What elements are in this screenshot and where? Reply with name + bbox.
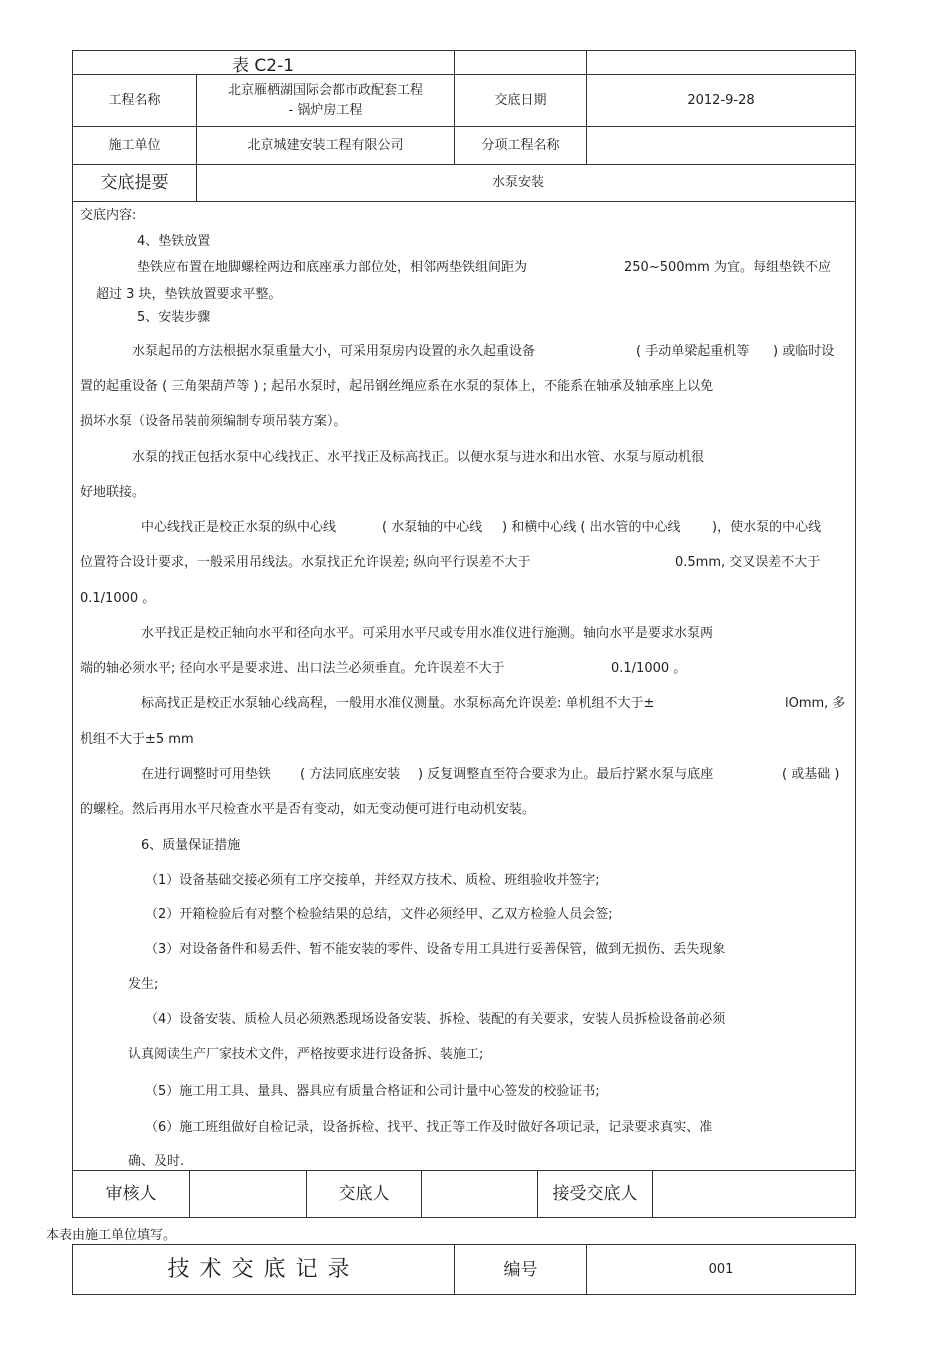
quality-item-2: （2）开箱检验后有对整个检验结果的总结，文件必须经甲、乙双方检验人员会签; [145, 907, 613, 922]
p4-l1: 水平找正是校正轴向水平和径向水平。可采用水平尺或专用水准仪进行施测。轴向水平是要求水泵两 [141, 626, 714, 641]
p3-l1b: ( 水泵轴的中心线 [382, 520, 483, 535]
p5-l1a: 标高找正是校正水泵轴心线高程，一般用水准仪测量。水泵标高允许误差: 单机组不大于± [141, 696, 655, 711]
receiver-field[interactable] [653, 1171, 855, 1217]
p3-l1a: 中心线找正是校正水泵的纵中心线 [141, 520, 337, 535]
reviewer-label: 审核人 [105, 1184, 157, 1204]
p4-l2a: 端的轴必须水平; 径向水平是要求进、出口法兰必须垂直。允许误差不大于 [80, 661, 505, 676]
p1-l1c: ) 或临时设 [773, 344, 835, 359]
p1-l3: 损坏水泵（设备吊装前须编制专项吊装方案）。 [80, 414, 347, 429]
next-table-border-right [855, 1244, 856, 1295]
quality-item-6-line2: 确、及时. [128, 1154, 185, 1169]
p1-l1a: 水泵起吊的方法根据水泵重量大小，可采用泵房内设置的永久起重设备 [132, 344, 536, 359]
summary-label: 交底提要 [100, 173, 169, 193]
quality-item-5: （5）施工用工具、量具、器具应有质量合格证和公司计量中心签发的校验证书; [145, 1084, 600, 1099]
unit-label: 施工单位 [108, 137, 161, 153]
number-value: 001 [708, 1261, 734, 1277]
discloser-field[interactable] [422, 1171, 537, 1217]
table-border-right [855, 50, 856, 1218]
date-label: 交底日期 [494, 92, 547, 108]
p3-l3: 0.1/1000 。 [80, 591, 156, 606]
reviewer-field[interactable] [190, 1171, 306, 1217]
project-name-label: 工程名称 [108, 92, 161, 108]
content-label: 交底内容: [80, 208, 137, 223]
p6-l2: 的螺栓。然后再用水平尺检查水平是否有变动，如无变动便可进行电动机安装。 [80, 802, 536, 817]
project-name-line2: - 锅炉房工程 [288, 102, 363, 118]
s4-p2: 超过 3 块，垫铁放置要求平整。 [96, 287, 282, 302]
table-border-left [72, 50, 73, 1218]
p6-l1b: ( 方法同底座安装 [300, 767, 401, 782]
sub-project-value [587, 127, 855, 164]
date-value: 2012-9-28 [687, 92, 755, 108]
table-row-line-4 [72, 201, 856, 202]
p3-l2a: 位置符合设计要求，一般采用吊线法。水泵找正允许误差; 纵向平行误差不大于 [80, 555, 531, 570]
project-name-value [197, 75, 454, 126]
footnote: 本表由施工单位填写。 [46, 1228, 177, 1243]
sub-project-label: 分项工程名称 [481, 137, 560, 153]
next-table-border-bottom [72, 1294, 856, 1295]
p6-l1d: ( 或基础 ) [782, 767, 840, 782]
p1-l1b: ( 手动单梁起重机等 [636, 344, 750, 359]
p3-l2b: 0.5mm, 交叉误差不大于 [675, 555, 821, 570]
quality-item-3-line2: 发生; [128, 977, 159, 992]
p5-l2: 机组不大于±5 mm [80, 732, 194, 747]
p1-l2: 置的起重设备 ( 三角架葫芦等 ) ; 起吊水泵时，起吊钢丝绳应系在水泵的泵体上，不能系在轴承及轴承座上以免 [80, 379, 714, 394]
p3-l1d: )，使水泵的中心线 [712, 520, 822, 535]
summary-value: 水泵安装 [492, 175, 545, 190]
s4-p1a: 垫铁应布置在地脚螺栓两边和底座承力部位处，相邻两垫铁组间距为 [137, 260, 528, 275]
record-title: 技术交底记录 [167, 1256, 360, 1282]
table-border-top [72, 50, 856, 51]
discloser-label: 交底人 [338, 1184, 390, 1204]
p6-l1c: ) 反复调整直至符合要求为止。最后拧紧水泵与底座 [418, 767, 714, 782]
p3-l1c: ) 和横中心线 ( 出水管的中心线 [502, 520, 681, 535]
section-6-title: 6、质量保证措施 [141, 838, 241, 853]
p2-l2: 好地联接。 [80, 485, 146, 500]
p4-l2b: 0.1/1000 。 [611, 661, 687, 676]
section-4-title: 4、垫铁放置 [137, 234, 211, 249]
quality-item-3-line1: （3）对设备备件和易丢件、暂不能安装的零件、设备专用工具进行妥善保管，做到无损伤、丢失现象 [145, 942, 726, 957]
p2-l1: 水泵的找正包括水泵中心线找正、水平找正及标高找正。以便水泵与进水和出水管、水泵与原动机很 [132, 450, 705, 465]
section-5-title: 5、安装步骤 [137, 310, 211, 325]
s4-p1b: 250~500mm 为宜。每组垫铁不应 [624, 260, 831, 275]
quality-item-4-line2: 认真阅读生产厂家技术文件，严格按要求进行设备拆、装施工; [128, 1047, 484, 1062]
quality-item-4-line1: （4）设备安装、质检人员必须熟悉现场设备安装、拆检、装配的有关要求，安装人员拆检设备前必须 [145, 1012, 726, 1027]
project-name-line1: 北京雁栖湖国际会都市政配套工程 [227, 82, 423, 98]
number-label: 编号 [503, 1259, 538, 1280]
quality-item-6-line1: （6）施工班组做好自检记录，设备拆检、找平、找正等工作及时做好各项记录，记录要求真实、准 [145, 1120, 713, 1135]
unit-value: 北京城建安装工程有限公司 [247, 137, 404, 153]
receiver-label: 接受交底人 [552, 1184, 638, 1204]
p5-l1b: lOmm, 多 [785, 696, 846, 711]
form-code: 表 C2-1 [232, 56, 295, 76]
quality-item-1: （1）设备基础交接必须有工序交接单，并经双方技术、质检、班组验收并签字; [145, 873, 600, 888]
p6-l1a: 在进行调整时可用垫铁 [141, 767, 272, 782]
